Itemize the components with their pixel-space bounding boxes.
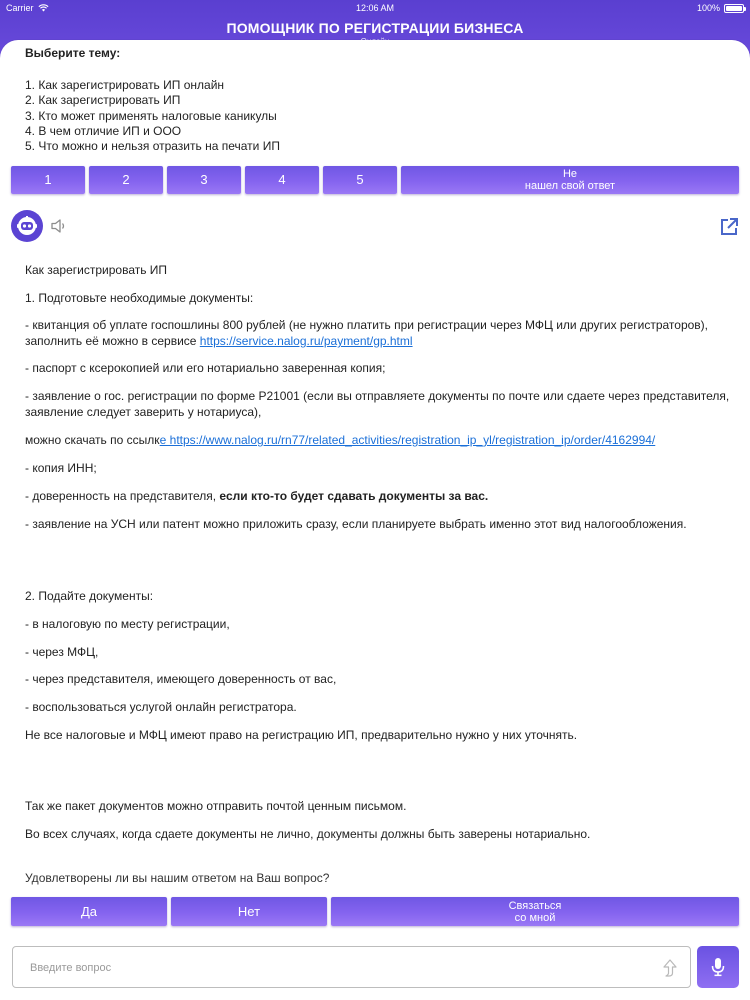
download-text: можно скачать по ссылк [25, 433, 160, 447]
download-link[interactable]: е https://www.nalog.ru/rn77/related_activities/registration_ip_yl/registration_ip/order/416299 [159, 433, 646, 447]
page-title: ПОМОЩНИК ПО РЕГИСТРАЦИИ БИЗНЕСА [226, 20, 524, 36]
answer-title: Как зарегистрировать ИП [25, 263, 168, 277]
bot-avatar [11, 210, 43, 242]
status-bar [0, 0, 750, 16]
battery-icon [724, 4, 744, 13]
battery-indicator [697, 3, 744, 13]
answer-download [25, 432, 735, 448]
carrier-label: Carrier [6, 3, 34, 13]
battery-percent: 100% [696, 3, 720, 13]
topic-button-2[interactable]: 2 [89, 166, 163, 194]
clock: 12:06 AM [355, 3, 395, 13]
topic-button-3[interactable]: 3 [167, 166, 241, 194]
answer-application: - заявление о гос. регистрации по форме Р21001 (если вы отправляете документы по почте или сдаете через представителя, заявление следует заверить у нотариуса), [25, 389, 730, 419]
send-icon[interactable] [662, 959, 678, 977]
not-found-line-2: нашел свой ответ [524, 180, 616, 192]
question-input[interactable] [30, 957, 650, 979]
answer-mfc: - через МФЦ, [25, 645, 99, 659]
topic-item: 2. Как зарегистрировать ИП [25, 93, 181, 108]
answer-passport: - паспорт с ксерокопией или его нотариально заверенная копия; [25, 361, 386, 375]
contact-line-1: Связаться [508, 899, 562, 912]
topic-item: 4. В чем отличие ИП и ООО [25, 123, 182, 138]
feedback-question: Удовлетворены ли вы нашим ответом на Ваш вопрос? [25, 871, 330, 885]
speaker-icon[interactable] [50, 218, 68, 234]
contact-line-2: со мной [514, 911, 556, 924]
robot-icon [15, 214, 39, 238]
topic-item: 5. Что можно и нельзя отразить на печати ИП [25, 139, 280, 154]
not-found-answer-button[interactable] [401, 166, 739, 194]
topic-list [25, 78, 280, 154]
microphone-icon [710, 957, 726, 977]
topic-card [0, 40, 750, 168]
answer-step-2: 2. Подайте документы: [25, 589, 154, 603]
question-input-container [12, 946, 691, 988]
answer-step-1: 1. Подготовьте необходимые документы: [25, 291, 254, 305]
not-found-line-1: Не [562, 168, 578, 180]
yes-button[interactable]: Да [11, 897, 167, 926]
receipt-link[interactable]: https://service.nalog.ru/payment/gp.html [199, 334, 413, 348]
answer-poa [25, 488, 735, 504]
answer-tax-office: - в налоговую по месту регистрации, [25, 617, 230, 631]
open-external-icon[interactable] [719, 217, 739, 237]
download-link-tail[interactable]: 4/ [645, 433, 656, 447]
answer-mail: Так же пакет документов можно отправить почтой ценным письмом. [25, 799, 407, 813]
topic-item: 3. Кто может применять налоговые каникулы [25, 108, 277, 123]
answer-inn: - копия ИНН; [25, 461, 97, 475]
contact-me-button[interactable] [331, 897, 739, 926]
poa-bold: если кто-то будет сдавать документы за вас. [219, 489, 489, 503]
topic-heading: Выберите тему: [25, 46, 121, 60]
answer-representative: - через представителя, имеющего доверенность от вас, [25, 672, 337, 686]
topic-button-5[interactable]: 5 [323, 166, 397, 194]
receipt-text: - квитанция об уплате госпошлины 800 рублей (не нужно платить при регистрации через МФЦ или других регистраторов), заполнить её можно в сервисе [25, 318, 709, 348]
no-button[interactable]: Нет [171, 897, 327, 926]
poa-text: - доверенность на представителя, [25, 489, 220, 503]
answer-usn: - заявление на УСН или патент можно приложить сразу, если планируете выбрать именно этот вид налогообложения. [25, 517, 687, 531]
answer-note: Не все налоговые и МФЦ имеют право на регистрацию ИП, предварительно нужно у них уточнять. [25, 728, 578, 742]
answer-online: - воспользоваться услугой онлайн регистратора. [25, 700, 297, 714]
answer-receipt [25, 317, 735, 349]
microphone-button[interactable] [697, 946, 739, 988]
answer-notary: Во всех случаях, когда сдаете документы не лично, документы должны быть заверены нотариально. [25, 827, 591, 841]
topic-item: 1. Как зарегистрировать ИП онлайн [25, 78, 225, 92]
topic-button-4[interactable]: 4 [245, 166, 319, 194]
topic-button-1[interactable]: 1 [11, 166, 85, 194]
